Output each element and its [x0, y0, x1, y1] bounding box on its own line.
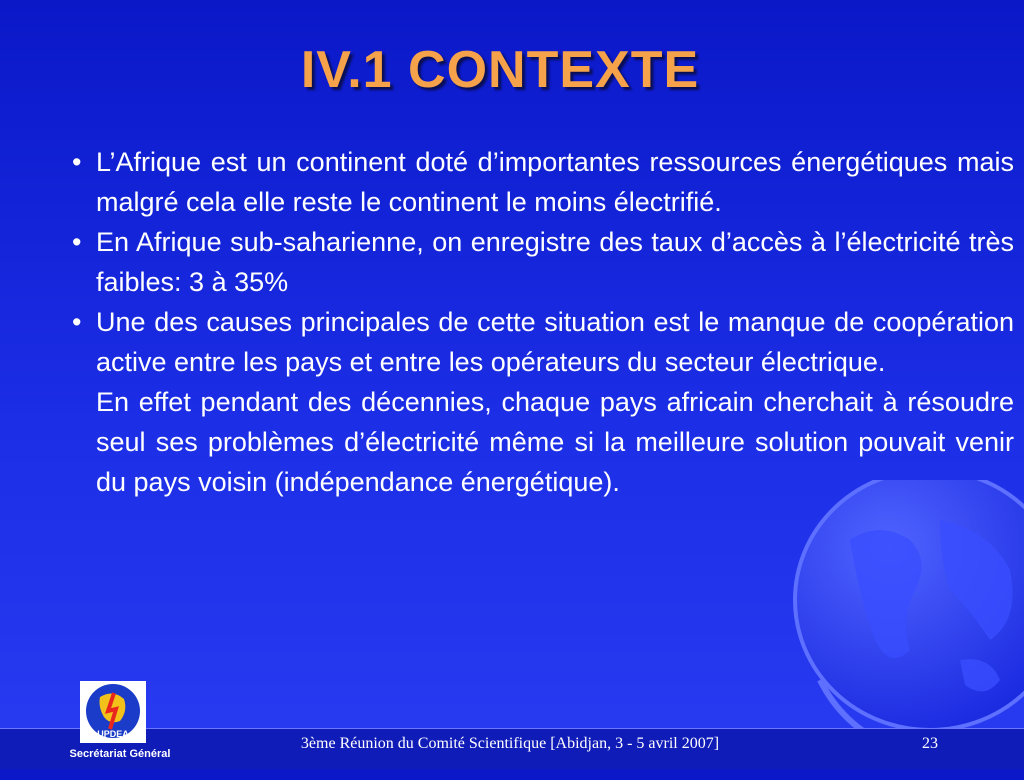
bullet-text: En Afrique sub-saharienne, on enregistre des taux d’accès à l’électricité très faibles: 3 à 35%	[96, 227, 1014, 297]
bullet-item	[72, 142, 1014, 222]
updea-logo-icon	[80, 681, 146, 743]
bullet-dot: •	[72, 147, 82, 177]
footer-text: 3ème Réunion du Comité Scientifique [Abidjan, 3 - 5 avril 2007]	[300, 735, 720, 752]
logo-caption: Secrétariat Général	[69, 748, 171, 760]
bullet-item	[72, 302, 1014, 382]
slide-body	[72, 142, 1014, 502]
bullet-dot: •	[72, 307, 82, 337]
page-number: 23	[922, 735, 938, 752]
slide-title: IV.1 CONTEXTE	[300, 41, 700, 99]
bullet-item	[72, 222, 1014, 302]
bullet-dot: •	[72, 227, 82, 257]
bullet-text: L’Afrique est un continent doté d’importantes ressources énergétiques mais malgré cela elle reste le continent le moins électrifié.	[96, 147, 1014, 217]
bullet-text: Une des causes principales de cette situation est le manque de coopération active entre les pays et entre les opérateurs du secteur électrique.	[96, 307, 1014, 377]
svg-text:UPDEA: UPDEA	[97, 729, 129, 739]
body-paragraph: En effet pendant des décennies, chaque pays africain cherchait à résoudre seul ses problèmes d’électricité même si la meilleure solution pouvait venir du pays voisin (indépendance énergétique).	[96, 387, 1014, 497]
